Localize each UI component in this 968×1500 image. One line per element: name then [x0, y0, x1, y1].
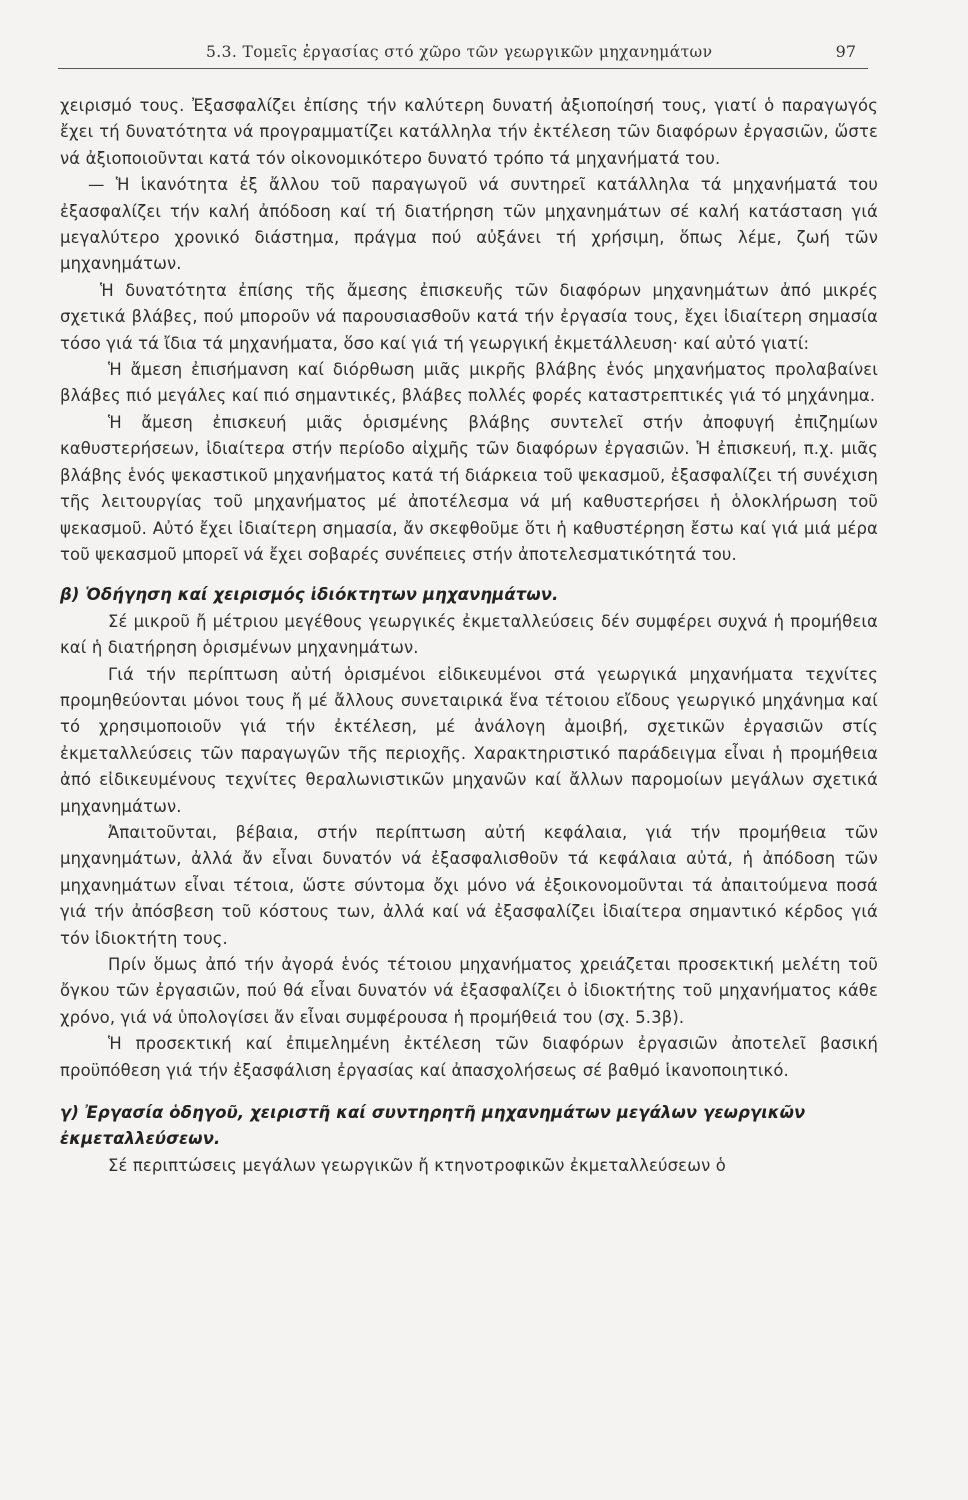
- paragraph-4: Ἡ ἄμεση ἐπισήμανση καί διόρθωση μιᾶς μικρῆς βλάβης ἑνός μηχανήματος προλαβαίνει βλάβες πιό μεγάλες καί πιό σημαντικές, βλάβες πολλές φορές καταστρεπτικές γιά τό μηχάνημα.: [60, 360, 878, 406]
- page-number: 97: [835, 42, 856, 61]
- paragraph-10: Ἡ προσεκτική καί ἐπιμελημένη ἐκτέλεση τῶν διαφόρων ἐργασιῶν ἀποτελεῖ βασική προϋπόθεση γιά τήν ἐξασφάλιση ἐργασίας καί ἀπασχολήσεως σέ βαθμό ἱκανοποιητικό.: [60, 1034, 878, 1080]
- paragraph-7: Γιά τήν περίπτωση αὐτή ὁρισμένοι εἰδικευμένοι στά γεωργικά μηχανήματα τεχνίτες προμηθεύονται μόνοι τους ἤ μέ ἄλλους συνεταιρικά ἕνα τέτοιου εἴδους γεωργικό μηχάνημα καί τό χρησιμοποιοῦν γιά τήν ἐκτέλεση, μέ ἀνάλογη ἀμοιβή, σχετικῶν ἐργασιῶν στίς ἐκμεταλλεύσεις τῶν παραγωγῶν τῆς περιοχῆς. Χαρακτηριστικό παράδειγμα εἶναι ἡ προμήθεια ἀπό εἰδικευμένους τεχνίτες θεραλωνιστικῶν μηχανῶν καί ἄλλων παρομοίων μεγάλων σχετικά μηχανημάτων.: [60, 664, 878, 816]
- paragraph-5: Ἡ ἄμεση ἐπισκευή μιᾶς ὁρισμένης βλάβης συντελεῖ στήν ἀποφυγή ἐπιζημίων καθυστερήσεων, ἰδιαίτερα στήν περίοδο αἰχμῆς τῶν διαφόρων ἐργασιῶν. Ἡ ἐπισκευή, π.χ. μιᾶς βλάβης ἑνός ψεκαστικοῦ μηχανήματος κατά τή διάρκεια τοῦ ψεκασμοῦ, ἐξασφαλίζει τή συνέχιση τῆς λειτουργίας τοῦ μηχανήματος μέ ἀποτέλεσμα νά μή καθυστερήσει ἡ ὁλοκλήρωση τοῦ ψεκασμοῦ. Αὐτό ἔχει ἰδιαίτερη σημασία, ἄν σκεφθοῦμε ὅτι ἡ καθυστέρηση ἔστω καί γιά μιά μέρα τοῦ ψεκασμοῦ μπορεῖ νά ἔχει σοβαρές συνέπειες στήν ἀποτελεσματικότητά του.: [60, 412, 878, 564]
- paragraph-3: Ἡ δυνατότητα ἐπίσης τῆς ἄμεσης ἐπισκευῆς τῶν διαφόρων μηχανημάτων ἀπό μικρές σχετικά βλάβες, πού μποροῦν νά παρουσιασθοῦν κατά τήν ἐργασία τους, ἔχει ἰδιαίτερη σημασία τόσο γιά τά ἴδια τά μηχανήματα, ὅσο καί γιά τή γεωργική ἐκμετάλλευση· καί αὐτό γιατί:: [60, 280, 878, 353]
- paragraph-6: Σέ μικροῦ ἤ μέτριου μεγέθους γεωργικές ἐκμεταλλεύσεις δέν συμφέρει συχνά ἡ προμήθεια καί ἡ διατήρηση ὁρισμένων μηχανημάτων.: [60, 611, 878, 658]
- paragraph-8: Ἀπαιτοῦνται, βέβαια, στήν περίπτωση αὐτή κεφάλαια, γιά τήν προμήθεια τῶν μηχανημάτων, ἀλλά ἄν εἶναι δυνατόν νά ἐξασφαλισθοῦν τά κεφάλαια αὐτά, ἡ ἀπόδοση τῶν μηχανημάτων εἶναι τέτοια, ὥστε σύντομα ὄχι μόνο νά ἐξοικονομοῦνται τά ἀπαιτούμενα ποσά γιά τήν ἀπόσβεση τοῦ κόστους των, ἀλλά καί νά ἐξασφαλίζει ἰδιαίτερα σημαντικό κέρδος γιά τόν ἰδιοκτήτη τους.: [60, 822, 878, 948]
- paragraph-9: Πρίν ὅμως ἀπό τήν ἀγορά ἑνός τέτοιου μηχανήματος χρειάζεται προσεκτική μελέτη τοῦ ὄγκου τῶν ἐργασιῶν, πού θά εἶναι δυνατόν νά ἐξασφαλίζει ὁ ἰδιοκτήτης τοῦ μηχανήματος κάθε χρόνο, γιά νά ὑπολογίσει ἄν εἶναι συμφέρουσα ἡ προμήθειά του (σχ. 5.3β).: [60, 955, 878, 1027]
- paragraph-1: χειρισμό τους. Ἐξασφαλίζει ἐπίσης τήν καλύτερη δυνατή ἀξιοποίησή τους, γιατί ὁ παραγωγός ἔχει τή δυνατότητα νά προγραμματίζει κατάλληλα τήν ἐκτέλεση τῶν διαφόρων ἐργασιῶν, ὥστε νά ἀξιοποιοῦνται κατά τόν οἰκονομικότερο δυνατό τρόπο τά μηχανήματά του.: [60, 96, 878, 168]
- paragraph-11: Σέ περιπτώσεις μεγάλων γεωργικῶν ἤ κτηνοτροφικῶν ἐκμεταλλεύσεων ὁ: [108, 1155, 726, 1175]
- paragraph-2: — Ἡ ἱκανότητα ἐξ ἄλλου τοῦ παραγωγοῦ νά συντηρεῖ κατάλληλα τά μηχανήματά του ἐξασφαλίζει τήν καλή ἀπόδοση καί τή διατήρηση τῶν μηχανημάτων σέ καλή κατάσταση γιά μεγαλύτερο χρονικό διάστημα, πράγμα πού αὐξάνει τή χρήσιμη, ὅπως λέμε, ζωή τῶν μηχανημάτων.: [60, 175, 878, 274]
- running-header: [58, 40, 868, 69]
- running-title: 5.3. Τομεῖς ἐργασίας στό χῶρο τῶν γεωργικῶν μηχανημάτων: [206, 43, 713, 61]
- page-body: [60, 93, 878, 1179]
- section-heading-gamma: γ) Ἐργασία ὁδηγοῦ, χειριστῆ καί συντηρητῆ μηχανημάτων μεγάλων γεωργικῶν ἐκμεταλλεύσεων.: [60, 1103, 806, 1149]
- section-heading-beta: β) Ὁδήγηση καί χειρισμός ἰδιόκτητων μηχανημάτων.: [60, 585, 559, 605]
